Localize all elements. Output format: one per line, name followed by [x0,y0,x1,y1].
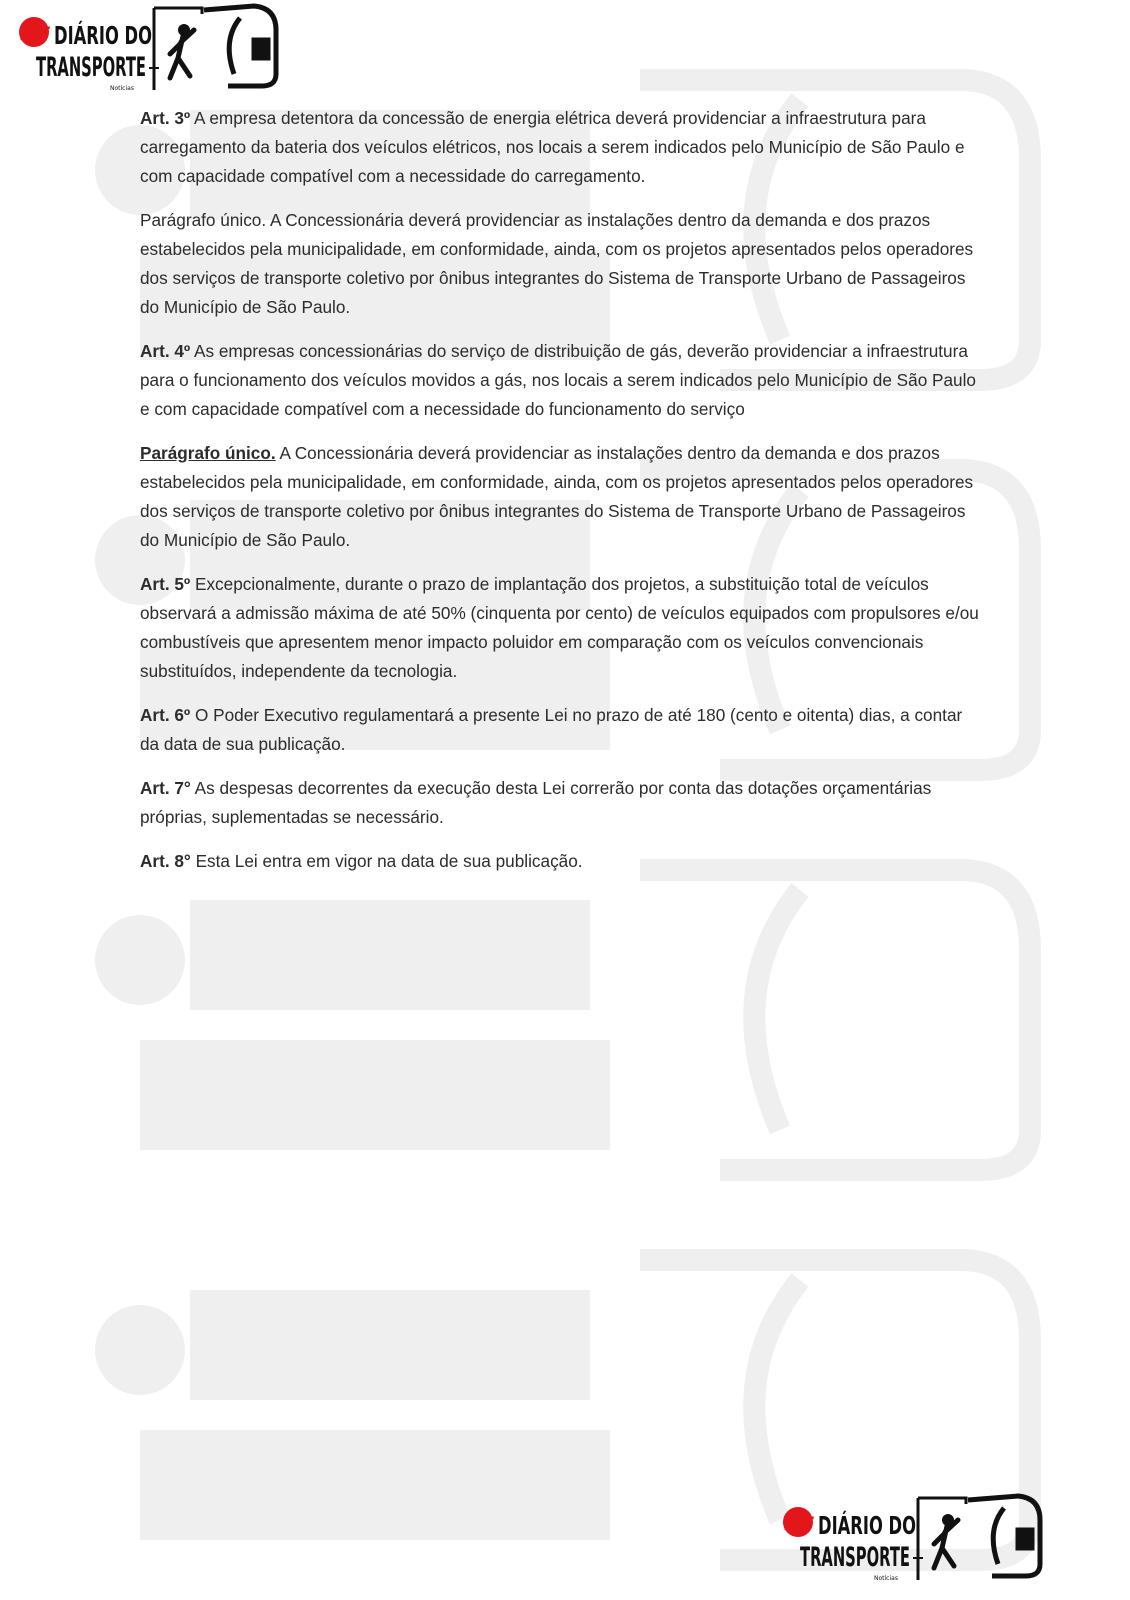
article-label: Parágrafo único. [140,443,276,463]
walking-person-icon [170,24,194,78]
logo-line2: TRANSPORTE [36,52,146,83]
logo-sub: Notícias [874,1575,898,1582]
article-text: O Poder Executivo regulamentará a presente Lei no prazo de até 180 (cento e oitenta) dias, a contar da data de sua publicação. [140,705,963,754]
brand-logo [14,0,284,100]
logo-line1: DIÁRIO DO [818,1511,916,1540]
article-4 [140,337,980,424]
article-7 [140,774,980,832]
article-label: Art. 6º [140,705,191,725]
article-text: As despesas decorrentes da execução desta Lei correrão por conta das dotações orçamentárias próprias, suplementadas se necessário. [140,778,932,827]
walking-person-icon [934,1514,958,1568]
article-label: Art. 8° [140,851,191,871]
article-text: A empresa detentora da concessão de energia elétrica deverá providenciar a infraestrutura para carregamento da bateria dos veículos elétricos, nos locais a serem indicados pelo Município de São Paulo e com capacidade compatível com a necessidade do carregamento. [140,108,965,186]
article-8 [140,847,980,876]
article-label: Art. 3º [140,108,191,128]
article-label: Art. 7° [140,778,191,798]
logo-line2: TRANSPORTE [800,1542,910,1573]
article-5 [140,570,980,686]
paragraph-unico-2 [140,439,980,555]
logo-sub: Notícias [110,85,134,92]
article-label: Art. 4º [140,341,191,361]
logo-mark: DT [20,23,49,45]
article-text: Parágrafo único. A Concessionária deverá providenciar as instalações dentro da demanda e dos prazos estabelecidos pela municipalidade, em conformidade, ainda, com os projetos apresentados pelos operadores dos serviços de transporte coletivo por ônibus integrantes do Sistema de Transporte Urbano de Passageiros do Município de São Paulo. [140,210,974,317]
document-body [140,104,980,891]
paragraph-unico-1 [140,206,980,322]
article-text: As empresas concessionárias do serviço de distribuição de gás, deverão providenciar a infraestrutura para o funcionamento dos veículos movidos a gás, nos locais a serem indicados pelo Município de São Paulo e com capacidade compatível com a necessidade do funcionamento do serviço [140,341,976,419]
article-3 [140,104,980,191]
brand-logo [778,1490,1048,1590]
bus-icon [968,1496,1040,1576]
bus-icon [204,6,276,86]
article-text: A Concessionária deverá providenciar as instalações dentro da demanda e dos prazos estabelecidos pela municipalidade, em conformidade, ainda, com os projetos apresentados pelos operadores dos serviços de transporte coletivo por ônibus integrantes do Sistema de Transporte Urbano de Passageiros do Município de São Paulo. [140,443,974,550]
article-text: Esta Lei entra em vigor na data de sua publicação. [190,851,583,871]
article-6 [140,701,980,759]
article-text: Excepcionalmente, durante o prazo de implantação dos projetos, a substituição total de veículos observará a admissão máxima de até 50% (cinquenta por cento) de veículos equipados com propulsores e/ou combustíveis que apresentem menor impacto poluidor em comparação com os veículos convencionais substituídos, independente da tecnologia. [140,574,979,681]
logo-mark: DT [784,1513,813,1535]
article-label: Art. 5º [140,574,191,594]
logo-line1: DIÁRIO DO [54,21,152,50]
